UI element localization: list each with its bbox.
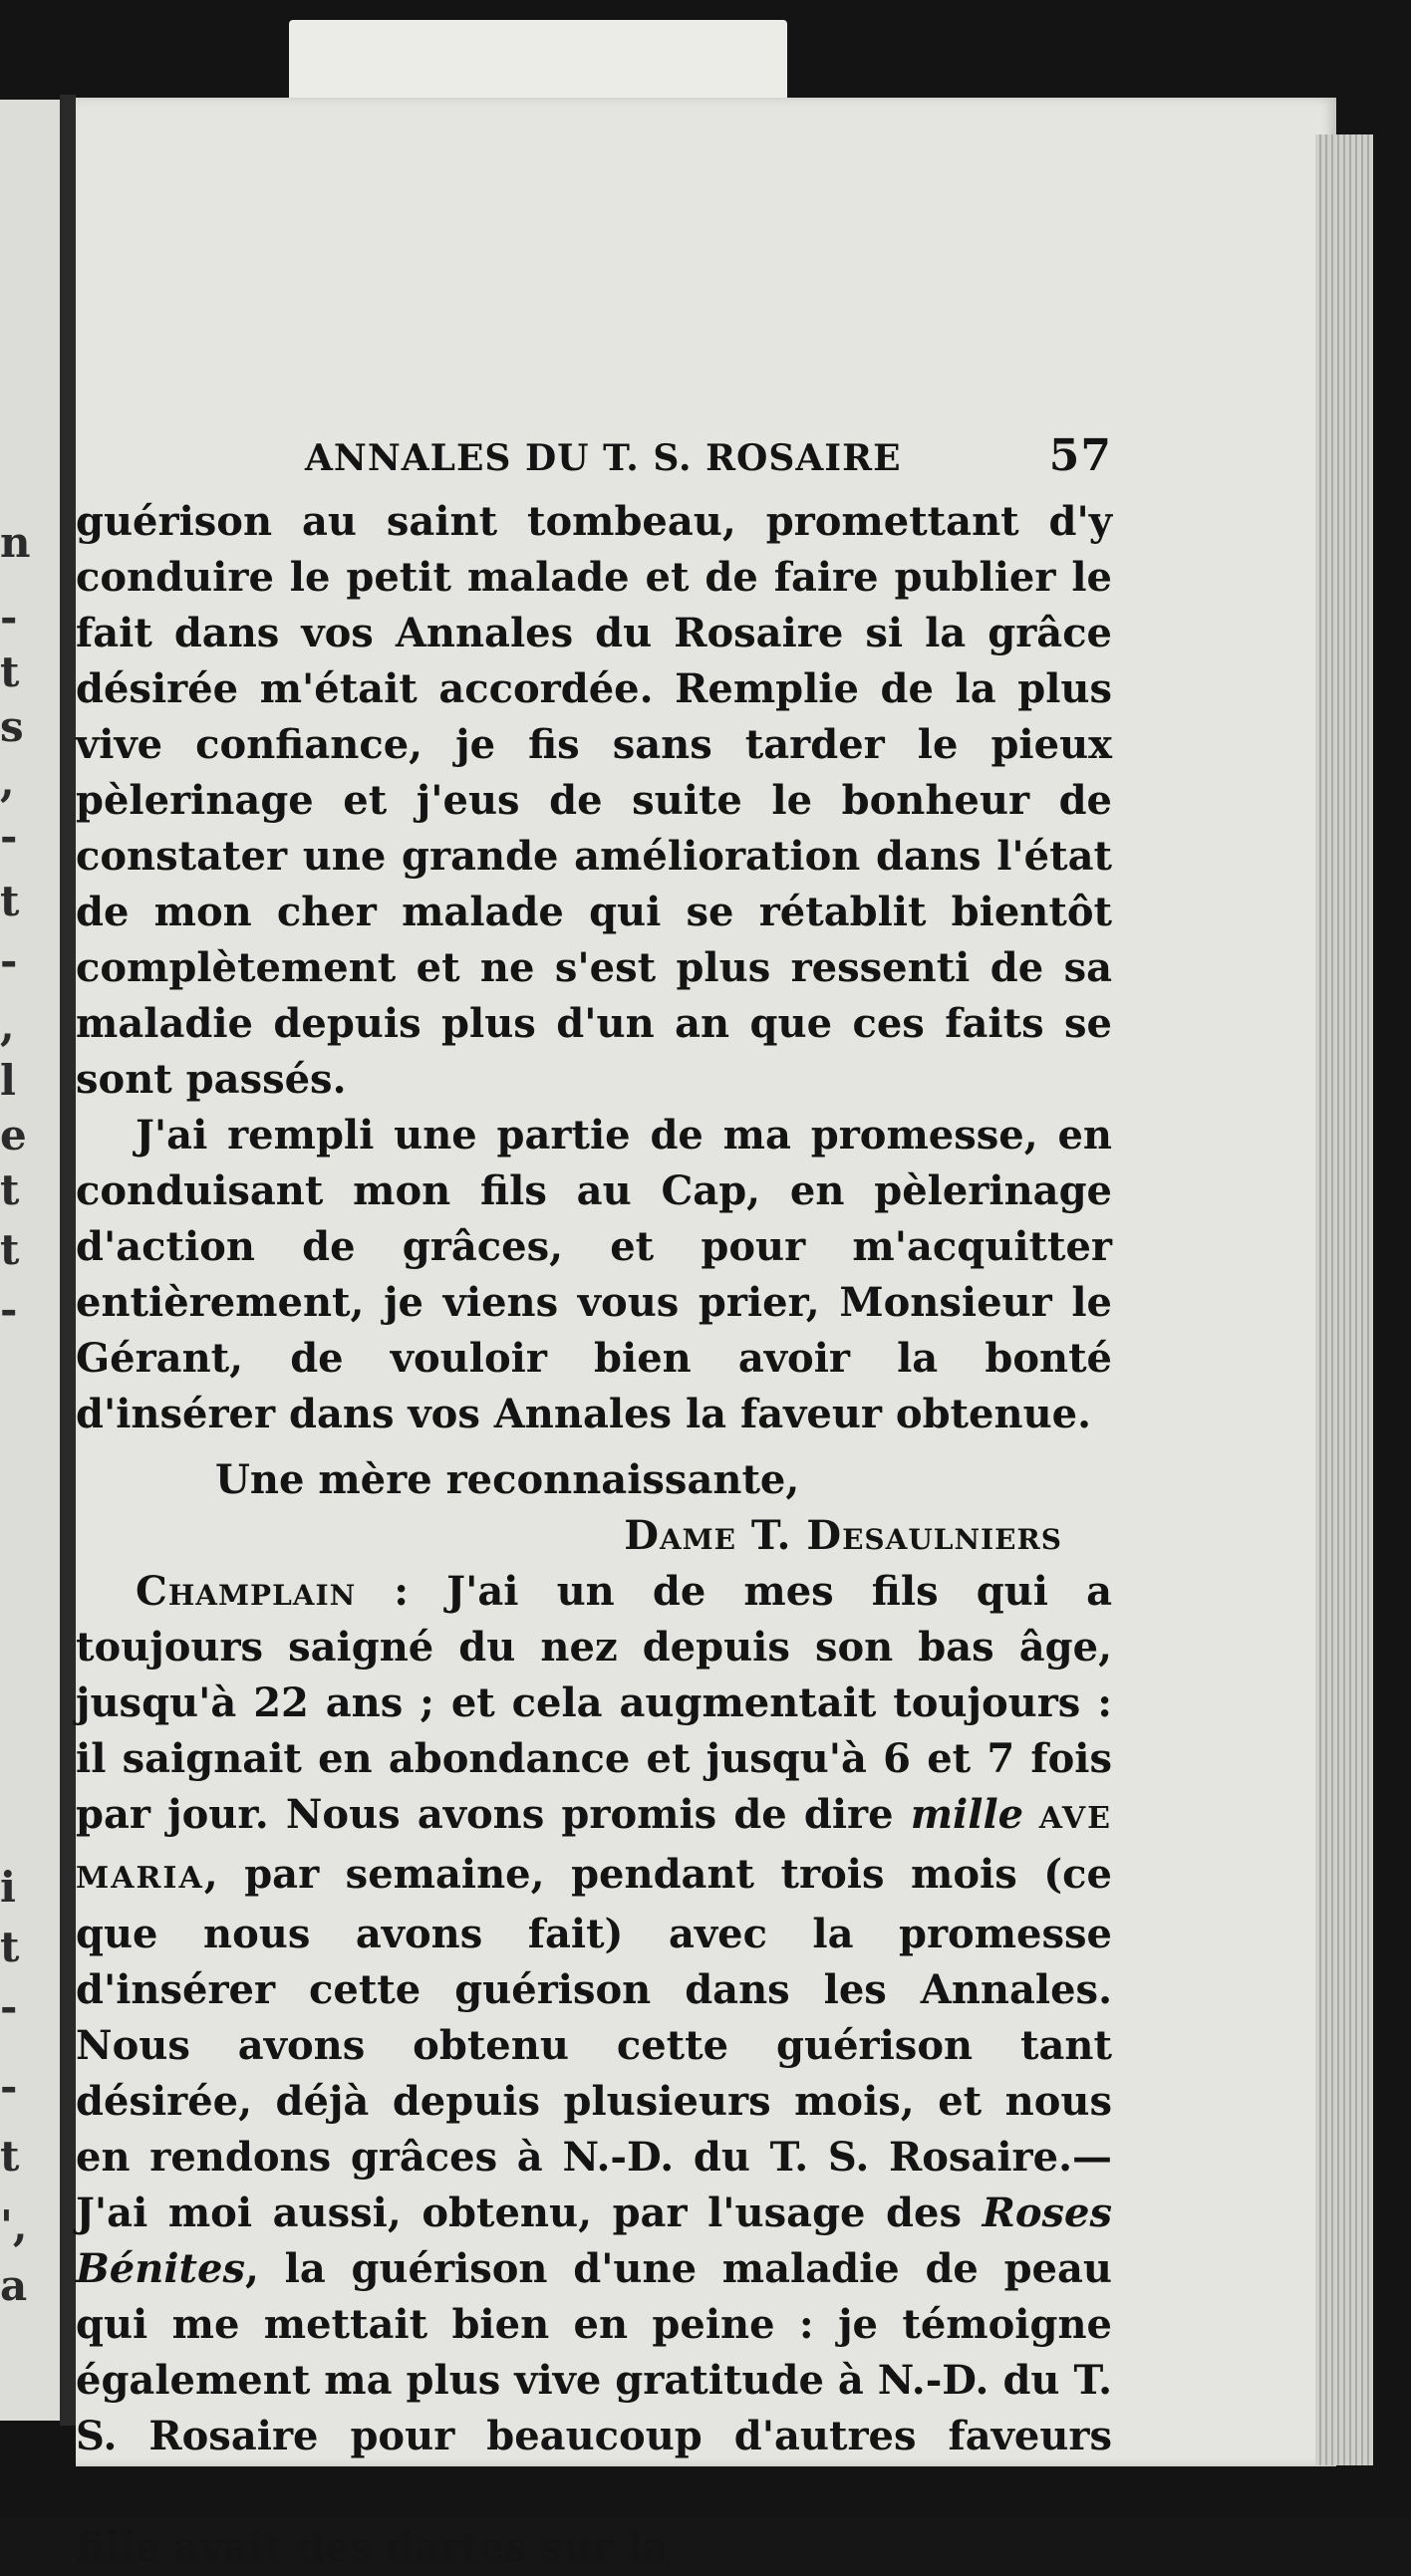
- page-content: [76, 428, 1112, 2576]
- margin-letter: s: [0, 702, 24, 751]
- margin-letter: l: [0, 1056, 16, 1105]
- signature-name: Dame T. Desaulniers: [624, 1512, 1062, 1559]
- margin-letter: ,: [0, 757, 15, 806]
- margin-letter: t: [0, 647, 20, 696]
- margin-letter: i: [0, 1863, 16, 1912]
- signature-line-1: Une mère reconnaissante,: [215, 1456, 800, 1503]
- facing-page-margin-letters: [0, 100, 60, 2421]
- margin-letter: t: [0, 2132, 20, 2181]
- margin-letter: -: [0, 2062, 18, 2111]
- signature-abbrev: Une Ab.: [326, 2468, 499, 2515]
- margin-letter: a: [0, 2261, 28, 2310]
- margin-letter: -: [0, 593, 18, 642]
- margin-letter: e: [0, 1111, 27, 1159]
- running-title: ANNALES DU T. S. ROSAIRE: [305, 437, 902, 479]
- place-name: Champlain: [136, 1568, 357, 1615]
- margin-letter: -: [0, 936, 18, 985]
- margin-letter: t: [0, 877, 20, 925]
- page-stack-edge: [1315, 134, 1373, 2465]
- running-header: [76, 428, 1112, 486]
- margin-letter: t: [0, 1225, 20, 1274]
- page-number: 57: [1048, 430, 1112, 481]
- paragraph-1: guérison au saint tombeau, promettant d'y conduire le petit malade et de faire publier le fait dans vos Annales du Rosaire si la grâce désirée m'était accordée. Remplie de la plus vive confiance, je fis sans tarder le pieux pèlerinage et j'eus de suite le bonheur de constater une grande amélioration dans l'état de mon cher malade qui se rétablit bientôt complètement et ne s'est plus ressenti de sa maladie depuis plus d'un an que ces faits se sont passés.: [76, 498, 1112, 1103]
- margin-letter: -: [0, 1982, 18, 2031]
- margin-letter: t: [0, 1165, 20, 1214]
- book-spine: [60, 95, 76, 2426]
- paragraph-2: J'ai rempli une partie de ma promesse, en conduisant mon fils au Cap, en pèlerinage d'action de grâces, et pour m'acquitter entièrement, je viens vous prier, Monsieur le Gérant, de vouloir bien avoir la bonté d'insérer dans vos Annales la faveur obtenue.: [76, 1112, 1112, 1437]
- margin-letter: -: [0, 812, 18, 861]
- margin-letter: -: [0, 1285, 18, 1334]
- margin-letter: n: [0, 518, 31, 567]
- margin-letter: ,: [0, 1001, 15, 1050]
- margin-letter: ',: [0, 2201, 28, 2250]
- paragraph-3: Champlain : J'ai un de mes fils qui a toujours saigné du nez depuis son bas âge, jusqu'à 22 ans ; et cela augmentait toujours : il saignait en abondance et jusqu'à 6 et 7 fois par jour. Nous avons promis de dire mille AVE MARIA, par semaine, pendant trois mois (ce que nous avons fait) avec la promesse d'insérer cette guérison dans les Annales. Nous avons obtenu cette guérison tant désirée, déjà depuis plusieurs mois, et nous en rendons grâces à N.-D. du T. S. Rosaire.—J'ai moi aussi, obtenu, par l'usage des Roses Bénites, la guérison d'une maladie de peau qui me mettait bien en peine : je témoigne également ma plus vive gratitude à N.-D. du T. S. Rosaire pour beaucoup d'autres faveurs obtenues : Une Ab.—Labenon, N H. : Ma petite fille avait des dartes sur la: [76, 1568, 1113, 2571]
- place-name-2: Labenon: [538, 2468, 716, 2515]
- margin-letter: t: [0, 1923, 20, 1971]
